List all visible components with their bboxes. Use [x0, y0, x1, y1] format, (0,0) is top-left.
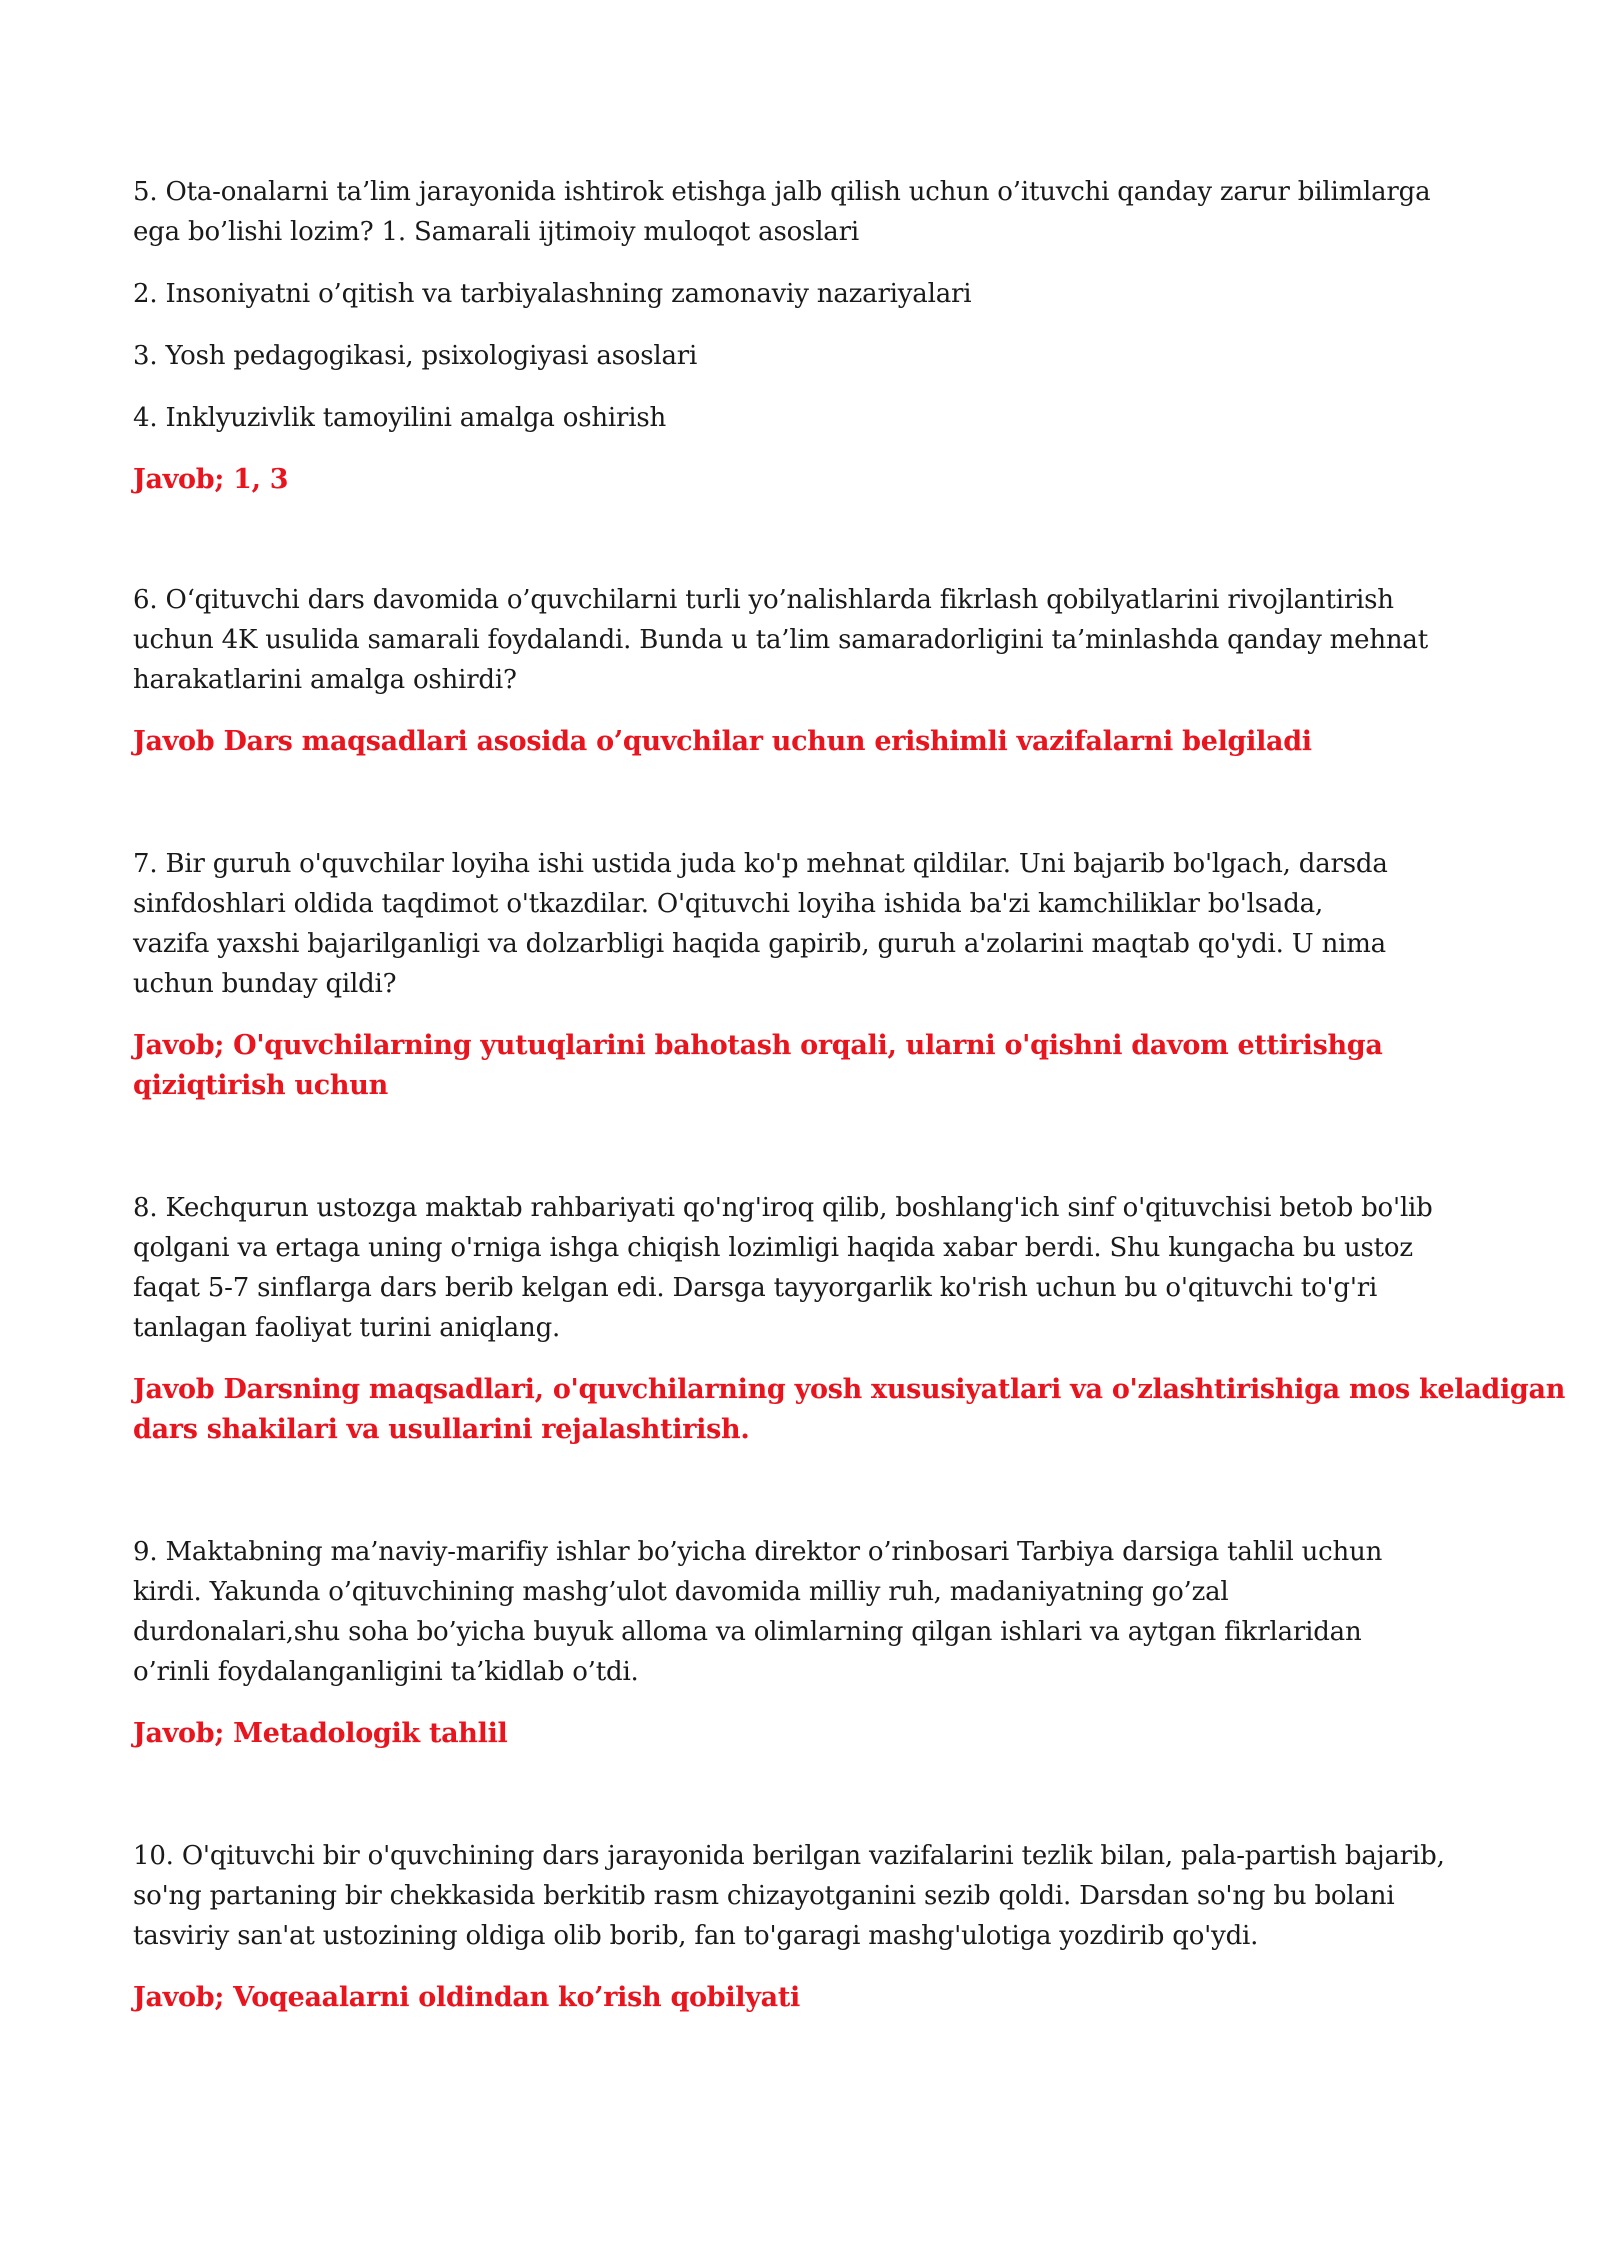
question-line: 5. Ota-onalarni ta’lim jarayonida ishtirok etishga jalb qilish uchun o’ituvchi qanday zarur bilimlarga — [133, 177, 1431, 207]
question-line: 10. O'qituvchi bir o'quvchining dars jarayonida berilgan vazifalarini tezlik bilan, pala-partish bajarib, — [133, 1841, 1445, 1871]
question-block-5 — [133, 172, 1533, 500]
answer-text — [133, 1714, 1533, 1754]
question-block-8 — [133, 1188, 1566, 1450]
question-line: 7. Bir guruh o'quvchilar loyiha ishi ustida juda ko'p mehnat qildilar. Uni bajarib bo'lgach, darsda — [133, 849, 1388, 879]
answer-text — [133, 460, 1533, 500]
question-block-9 — [133, 1532, 1533, 1754]
question-block-6 — [133, 580, 1533, 762]
answer-line: qiziqtirish uchun — [133, 1070, 388, 1101]
question-line: o’rinli foydalanganligini ta’kidlab o’tdi. — [133, 1657, 639, 1687]
option-item: 2. Insoniyatni o’qitish va tarbiyalashning zamonaviy nazariyalari — [133, 279, 972, 309]
question-line: tanlagan faoliyat turini aniqlang. — [133, 1313, 561, 1343]
question-line: vazifa yaxshi bajarilganligi va dolzarbligi haqida gapirib, guruh a'zolarini maqtab qo'ydi. U nima — [133, 929, 1386, 959]
answer-line: Javob Dars maqsadlari asosida o’quvchilar uchun erishimli vazifalarni belgiladi — [133, 726, 1312, 757]
question-line: 8. Kechqurun ustozga maktab rahbariyati qo'ng'iroq qilib, boshlang'ich sinf o'qituvchisi betob bo'lib — [133, 1193, 1433, 1223]
option-item: 4. Inklyuzivlik tamoyilini amalga oshirish — [133, 403, 667, 433]
question-line: harakatlarini amalga oshirdi? — [133, 665, 517, 695]
question-text — [133, 1836, 1533, 1956]
question-block-7 — [133, 844, 1533, 1106]
question-line: ega bo’lishi lozim? 1. Samarali ijtimoiy muloqot asoslari — [133, 217, 859, 247]
question-line: 6. O‘qituvchi dars davomida o’quvchilarni turli yo’nalishlarda fikrlash qobilyatlarini rivojlantirish — [133, 585, 1394, 615]
question-line: uchun bunday qildi? — [133, 969, 397, 999]
answer-line: Javob; Voqeaalarni oldindan ko’rish qobilyati — [133, 1982, 800, 2013]
question-line: durdonalari,shu soha bo’yicha buyuk alloma va olimlarning qilgan ishlari va aytgan fikrlaridan — [133, 1617, 1362, 1647]
question-text — [133, 1532, 1533, 1692]
answer-line: dars shakilari va usullarini rejalashtirish. — [133, 1414, 750, 1445]
question-line: faqat 5-7 sinflarga dars berib kelgan edi. Darsga tayyorgarlik ko'rish uchun bu o'qituvchi to'g'ri — [133, 1273, 1378, 1303]
question-text — [133, 1188, 1533, 1348]
question-line: tasviriy san'at ustozining oldiga olib borib, fan to'garagi mashg'ulotiga yozdirib qo'ydi. — [133, 1921, 1259, 1951]
question-line: kirdi. Yakunda o’qituvchining mashg’ulot davomida milliy ruh, madaniyatning go’zal — [133, 1577, 1229, 1607]
question-text — [133, 172, 1533, 252]
question-line: so'ng partaning bir chekkasida berkitib rasm chizayotganini sezib qoldi. Darsdan so'ng bu bolani — [133, 1881, 1395, 1911]
question-line: uchun 4K usulida samarali foydalandi. Bunda u ta’lim samaradorligini ta’minlashda qanday mehnat — [133, 625, 1428, 655]
answer-text — [133, 1370, 1566, 1450]
answer-text — [133, 1978, 1533, 2018]
option-item: 3. Yosh pedagogikasi, psixologiyasi asoslari — [133, 341, 698, 371]
question-line: qolgani va ertaga uning o'rniga ishga chiqish lozimligi haqida xabar berdi. Shu kungacha bu ustoz — [133, 1233, 1413, 1263]
question-text — [133, 580, 1533, 700]
answer-line: Javob; Metadologik tahlil — [133, 1718, 508, 1749]
question-text — [133, 844, 1533, 1004]
question-line: sinfdoshlari oldida taqdimot o'tkazdilar. O'qituvchi loyiha ishida ba'zi kamchiliklar bo'lsada, — [133, 889, 1324, 919]
answer-text — [133, 722, 1533, 762]
answer-line: Javob Darsning maqsadlari, o'quvchilarning yosh xususiyatlari va o'zlashtirishiga mos keladigan — [133, 1374, 1566, 1405]
answer-line: Javob; O'quvchilarning yutuqlarini bahotash orqali, ularni o'qishni davom ettirishga — [133, 1030, 1383, 1061]
question-line: 9. Maktabning ma’naviy-marifiy ishlar bo’yicha direktor o’rinbosari Tarbiya darsiga tahlil uchun — [133, 1537, 1383, 1567]
answer-text — [133, 1026, 1533, 1106]
answer-line: Javob; 1, 3 — [133, 464, 289, 495]
question-block-10 — [133, 1836, 1533, 2018]
